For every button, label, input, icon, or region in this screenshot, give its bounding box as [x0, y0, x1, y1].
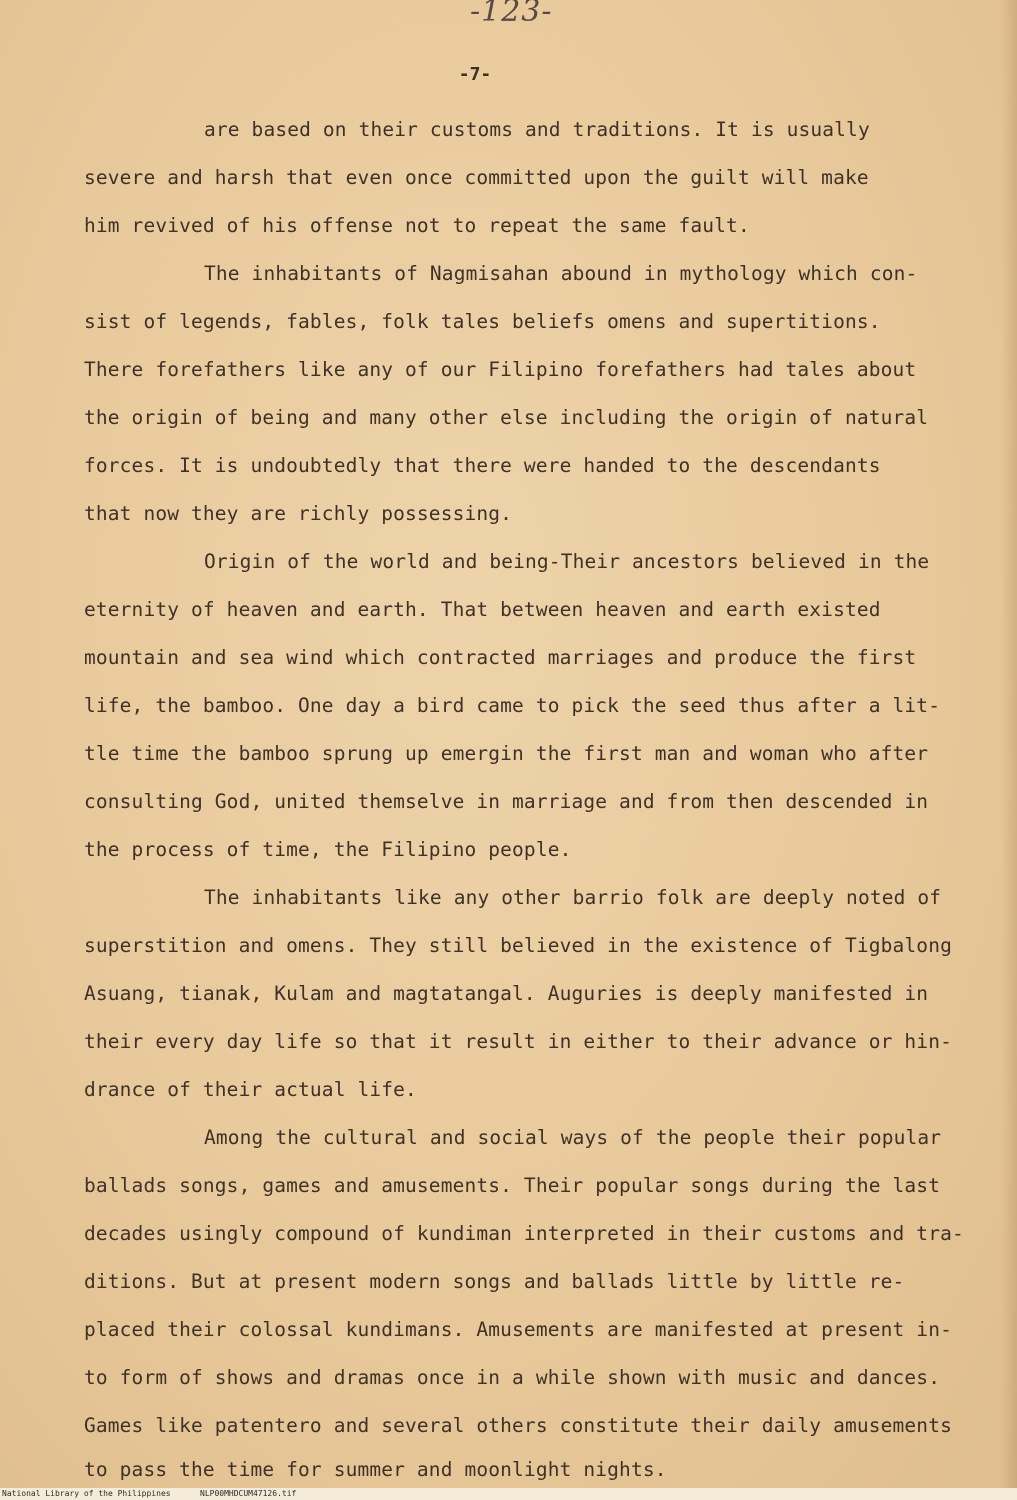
text-line: The inhabitants like any other barrio folk are deeply noted of	[204, 886, 942, 909]
text-line: superstition and omens. They still believed in the existence of Tigbalong	[84, 934, 952, 957]
text-line: their every day life so that it result in either to their advance or hin-	[84, 1030, 952, 1053]
text-line: sist of legends, fables, folk tales beliefs omens and supertitions.	[84, 310, 881, 333]
text-line: decades usingly compound of kundiman interpreted in their customs and tra-	[84, 1222, 964, 1245]
text-line: There forefathers like any of our Filipino forefathers had tales about	[84, 358, 917, 381]
text-line: consulting God, united themselve in marriage and from then descended in	[84, 790, 929, 813]
text-line: The inhabitants of Nagmisahan abound in mythology which con-	[204, 262, 918, 285]
scan-footer	[0, 1488, 1017, 1500]
text-line: eternity of heaven and earth. That between heaven and earth existed	[84, 598, 881, 621]
text-line: Among the cultural and social ways of the people their popular	[204, 1126, 942, 1149]
text-line: the process of time, the Filipino people.	[84, 838, 572, 861]
text-line: ballads songs, games and amusements. Their popular songs during the last	[84, 1174, 941, 1197]
text-line: are based on their customs and traditions. It is usually	[204, 118, 870, 141]
text-line: severe and harsh that even once committed upon the guilt will make	[84, 166, 869, 189]
text-line: him revived of his offense not to repeat the same fault.	[84, 214, 750, 237]
text-line: to pass the time for summer and moonlight nights.	[84, 1458, 667, 1481]
text-line: Asuang, tianak, Kulam and magtatangal. Auguries is deeply manifested in	[84, 982, 929, 1005]
text-line: Games like patentero and several others constitute their daily amusements	[84, 1414, 952, 1437]
typed-page-number: -7-	[458, 64, 492, 85]
text-line: Origin of the world and being-Their ancestors believed in the	[204, 550, 930, 573]
text-line: placed their colossal kundimans. Amusements are manifested at present in-	[84, 1318, 952, 1341]
text-line: the origin of being and many other else including the origin of natural	[84, 406, 929, 429]
text-line: that now they are richly possessing.	[84, 502, 513, 525]
text-line: tle time the bamboo sprung up emergin the first man and woman who after	[84, 742, 929, 765]
text-line: forces. It is undoubtedly that there were handed to the descendants	[84, 454, 881, 477]
handwritten-page-number: -123-	[470, 0, 553, 29]
text-line: life, the bamboo. One day a bird came to pick the seed thus after a lit-	[84, 694, 941, 717]
text-line: drance of their actual life.	[84, 1078, 417, 1101]
paper-edge-shadow	[1001, 0, 1017, 1500]
file-identifier: NLP00MHDCUM47126.tif	[200, 1489, 297, 1498]
text-line: to form of shows and dramas once in a while shown with music and dances.	[84, 1366, 941, 1389]
text-line: ditions. But at present modern songs and ballads little by little re-	[84, 1270, 905, 1293]
library-credit: National Library of the Philippines	[2, 1489, 171, 1498]
text-line: mountain and sea wind which contracted marriages and produce the first	[84, 646, 917, 669]
